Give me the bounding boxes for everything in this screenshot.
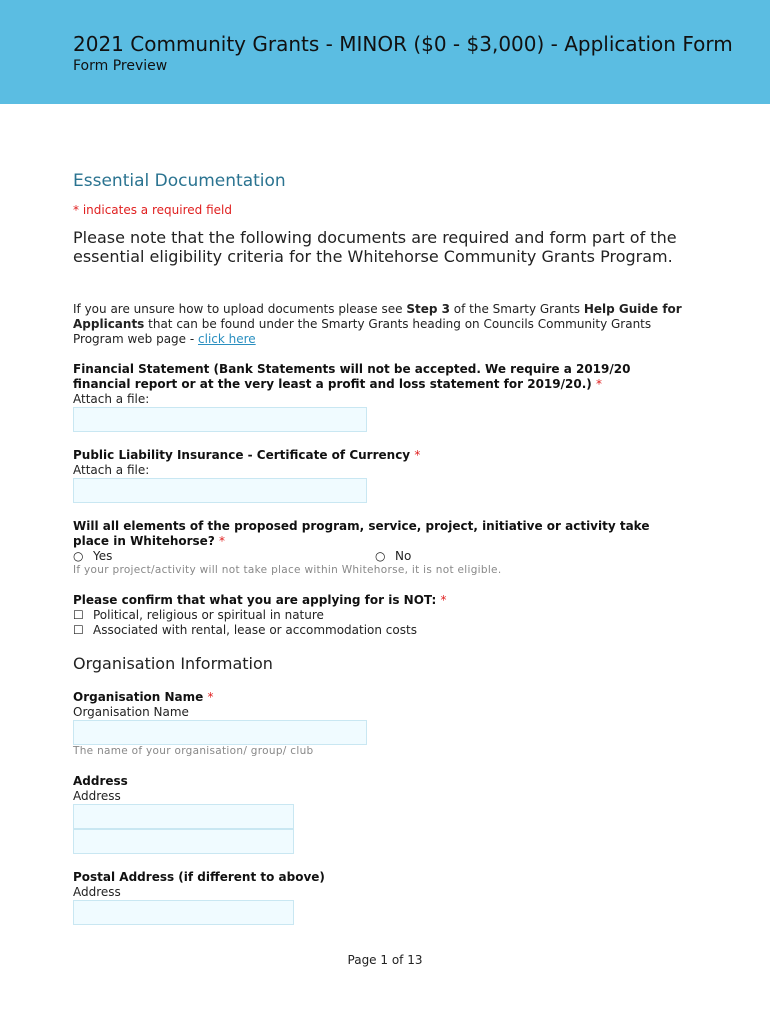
essential-intro-text: Please note that the following documents are required and form part of the essential eligibility criteria for the Whitehorse Community Grants Program.: [73, 228, 677, 266]
checkbox-rental[interactable]: [73, 623, 417, 637]
required-star: *: [595, 377, 602, 391]
whitehorse-question: [73, 519, 673, 549]
address-label: Address: [73, 774, 128, 788]
insurance-label: [73, 448, 683, 463]
organisation-name-label-text: Organisation Name: [73, 690, 204, 704]
insurance-label-text: Public Liability Insurance - Certificate of Currency: [73, 448, 411, 462]
section-heading-organisation: Organisation Information: [73, 654, 273, 673]
required-star: *: [440, 593, 447, 607]
help-guide-ref: Help Guide for Applicants: [73, 302, 682, 331]
help-text-part: of the Smarty Grants: [449, 302, 584, 316]
required-star: *: [414, 448, 421, 462]
required-field-note: * indicates a required field: [73, 203, 232, 217]
checkbox-icon: ☐: [73, 623, 84, 637]
radio-option-label: Yes: [93, 549, 113, 563]
postal-address-sublabel: Address: [73, 885, 121, 899]
financial-statement-label-text: Financial Statement (Bank Statements will not be accepted. We require a 2019/20 financial report or at the very least a profit and loss statement for 2019/20.): [73, 362, 631, 391]
financial-statement-label: [73, 362, 683, 392]
radio-option-label: No: [395, 549, 412, 563]
checkbox-label: Associated with rental, lease or accommodation costs: [93, 623, 417, 637]
organisation-name-hint: The name of your organisation/ group/ club: [73, 745, 314, 757]
radio-option-no[interactable]: [375, 549, 411, 563]
radio-icon: ○: [73, 549, 84, 563]
financial-statement-upload[interactable]: [73, 407, 367, 432]
checkbox-label: Political, religious or spiritual in nature: [93, 608, 324, 622]
attach-file-label: Attach a file:: [73, 392, 150, 406]
click-here-link[interactable]: click here: [198, 332, 256, 346]
whitehorse-question-text: Will all elements of the proposed program, service, project, initiative or activity take place in Whitehorse?: [73, 519, 650, 548]
organisation-name-input[interactable]: [73, 720, 367, 745]
confirm-not-label-text: Please confirm that what you are applying for is NOT:: [73, 593, 437, 607]
form-subtitle: Form Preview: [73, 58, 168, 74]
page-header: [0, 0, 770, 104]
help-step-ref: Step 3: [406, 302, 450, 316]
required-star: *: [207, 690, 214, 704]
radio-option-yes[interactable]: [73, 549, 112, 563]
whitehorse-hint: If your project/activity will not take place within Whitehorse, it is not eligible.: [73, 564, 502, 576]
address-sublabel: Address: [73, 789, 121, 803]
organisation-name-sublabel: Organisation Name: [73, 705, 189, 719]
help-text-part: that can be found under the Smarty Grants heading on Councils Community Grants Program web page -: [73, 317, 652, 346]
address-line-1-input[interactable]: [73, 804, 294, 829]
page-number: Page 1 of 13: [347, 953, 423, 967]
insurance-upload[interactable]: [73, 478, 367, 503]
postal-address-label: Postal Address (if different to above): [73, 870, 325, 884]
confirm-not-label: [73, 593, 683, 608]
required-star: *: [218, 534, 225, 548]
form-title: 2021 Community Grants - MINOR ($0 - $3,000) - Application Form: [73, 32, 733, 56]
address-line-2-input[interactable]: [73, 829, 294, 854]
section-heading-essential: Essential Documentation: [73, 171, 286, 191]
upload-help-text: [73, 302, 683, 347]
attach-file-label: Attach a file:: [73, 463, 150, 477]
help-text-part: If you are unsure how to upload documents please see: [73, 302, 407, 316]
postal-address-input[interactable]: [73, 900, 294, 925]
organisation-name-label: [73, 690, 683, 705]
radio-icon: ○: [375, 549, 386, 563]
checkbox-political[interactable]: [73, 608, 324, 622]
checkbox-icon: ☐: [73, 608, 84, 622]
